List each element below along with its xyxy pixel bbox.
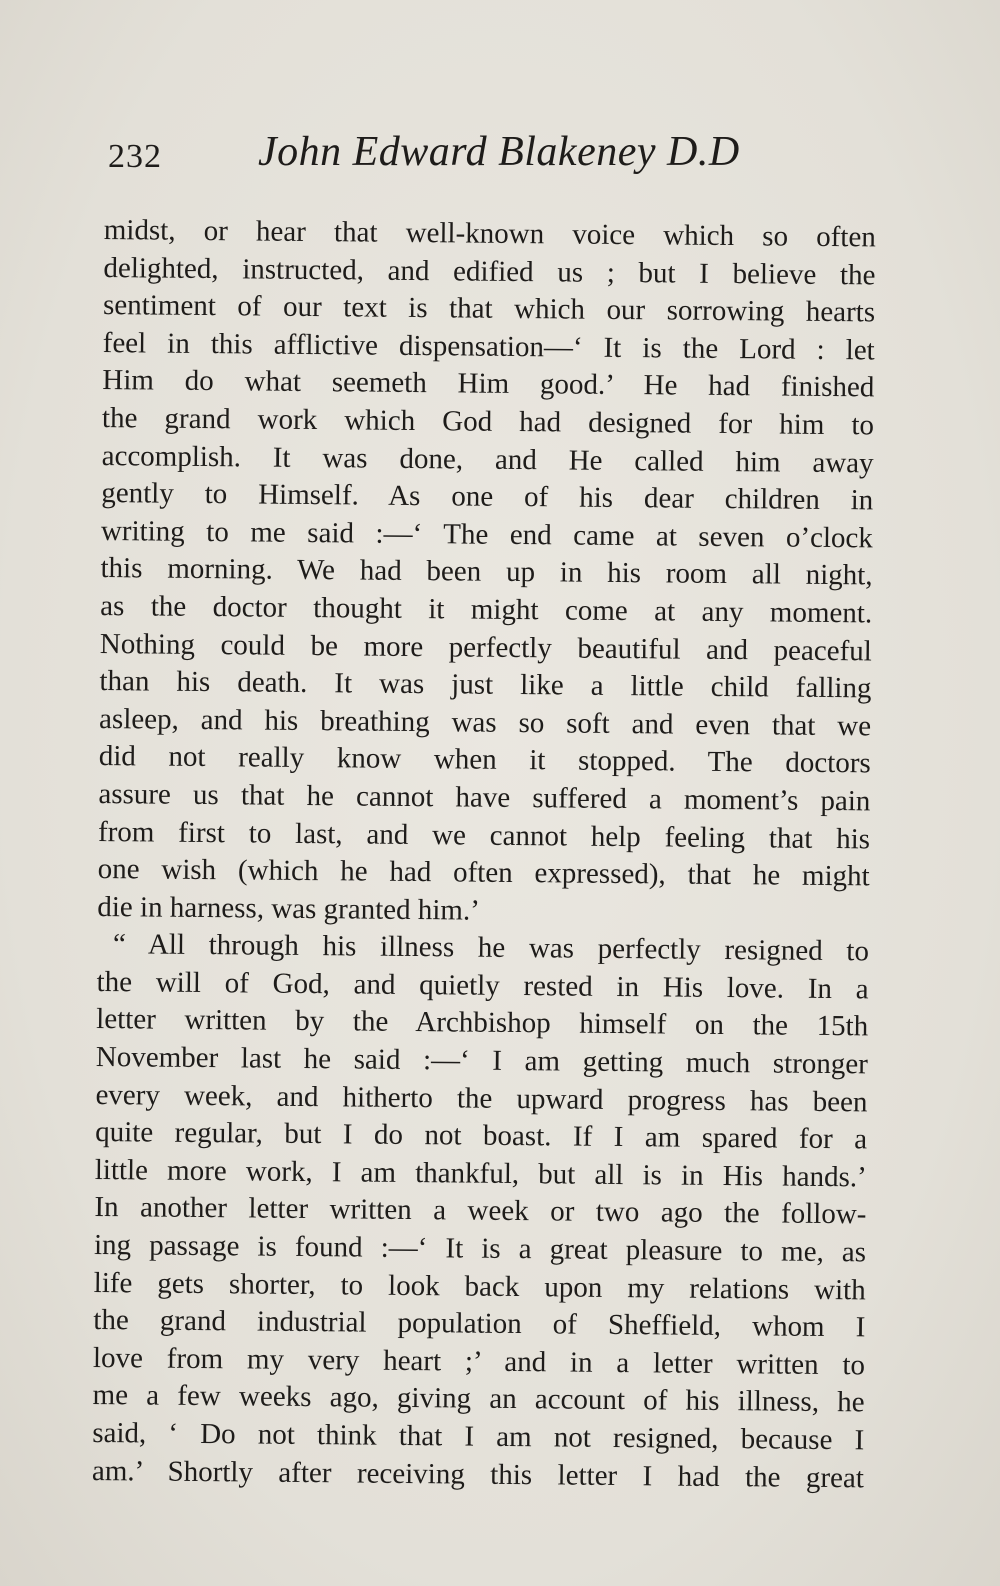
- text-line: delighted, instructed, and edified us ; but I believe the: [103, 251, 876, 292]
- text-line: assure us that he cannot have suffered a moment’s pain: [98, 777, 871, 818]
- text-line: Nothing could be more perfectly beautiful and peaceful: [99, 627, 872, 667]
- text-line: “ All through his illness he was perfectly resigned to: [112, 928, 870, 968]
- text-line: letter written by the Archbishop himself on the 15th: [96, 1003, 869, 1043]
- text-line: said, ‘ Do not think that I am not resigned, because I: [92, 1416, 865, 1457]
- running-title: John Edward Blakeney D.D: [258, 129, 740, 175]
- page-header: [108, 128, 808, 188]
- text-line: one wish (which he had often expressed), that he might: [97, 853, 870, 893]
- text-line: sentiment of our text is that which our sorrowing hearts: [102, 289, 876, 329]
- text-line: life gets shorter, to look back upon my relations with: [93, 1266, 866, 1306]
- text-line: than his death. It was just like a little child falling: [99, 665, 872, 705]
- text-line: as the doctor thought it might come at any moment.: [100, 589, 873, 630]
- text-line: Him do what seemeth Him good.’ He had finished: [102, 364, 875, 404]
- text-line: the grand work which God had designed for him to: [101, 401, 875, 442]
- text-line: this morning. We had been up in his room all night,: [100, 552, 873, 592]
- text-line: did not really know when it stopped. The doctors: [98, 740, 871, 780]
- text-line: gently to Himself. As one of his dear children in: [101, 477, 874, 517]
- text-line: writing to me said :—‘ The end came at seven o’clock: [100, 514, 874, 555]
- text-line: love from my very heart ;’ and in a letter written to: [92, 1341, 866, 1382]
- text-line: every week, and hitherto the upward progress has been: [95, 1078, 868, 1119]
- text-line: from first to last, and we cannot help feeling that his: [97, 815, 871, 855]
- text-line: little more work, I am thankful, but all is in His hands.’: [94, 1153, 867, 1194]
- text-line: feel in this afflictive dispensation—‘ It is the Lord : let: [102, 326, 875, 367]
- text-line: ing passage is found :—‘ It is a great pleasure to me, as: [93, 1228, 867, 1269]
- body-text: [92, 212, 876, 1498]
- text-line: accomplish. It was done, and He called him away: [101, 439, 874, 479]
- text-line: the grand industrial population of Sheffield, whom I: [93, 1304, 866, 1344]
- text-line: the will of God, and quietly rested in His love. In a: [96, 965, 869, 1006]
- text-line: In another letter written a week or two ago the follow-: [94, 1191, 867, 1231]
- page-number: 232: [108, 138, 162, 175]
- text-line: me a few weeks ago, giving an account of his illness, he: [92, 1379, 865, 1419]
- text-line: asleep, and his breathing was so soft and even that we: [98, 702, 872, 743]
- text-line: die in harness, was granted him.’: [97, 890, 481, 927]
- text-line: am.’ Shortly after receiving this letter I had the great: [91, 1454, 865, 1494]
- text-line: quite regular, but I do not boast. If I am spared for a: [95, 1116, 868, 1156]
- text-line: midst, or hear that well-known voice which so often: [103, 213, 876, 254]
- text-line: November last he said :—‘ I am getting much stronger: [95, 1041, 869, 1081]
